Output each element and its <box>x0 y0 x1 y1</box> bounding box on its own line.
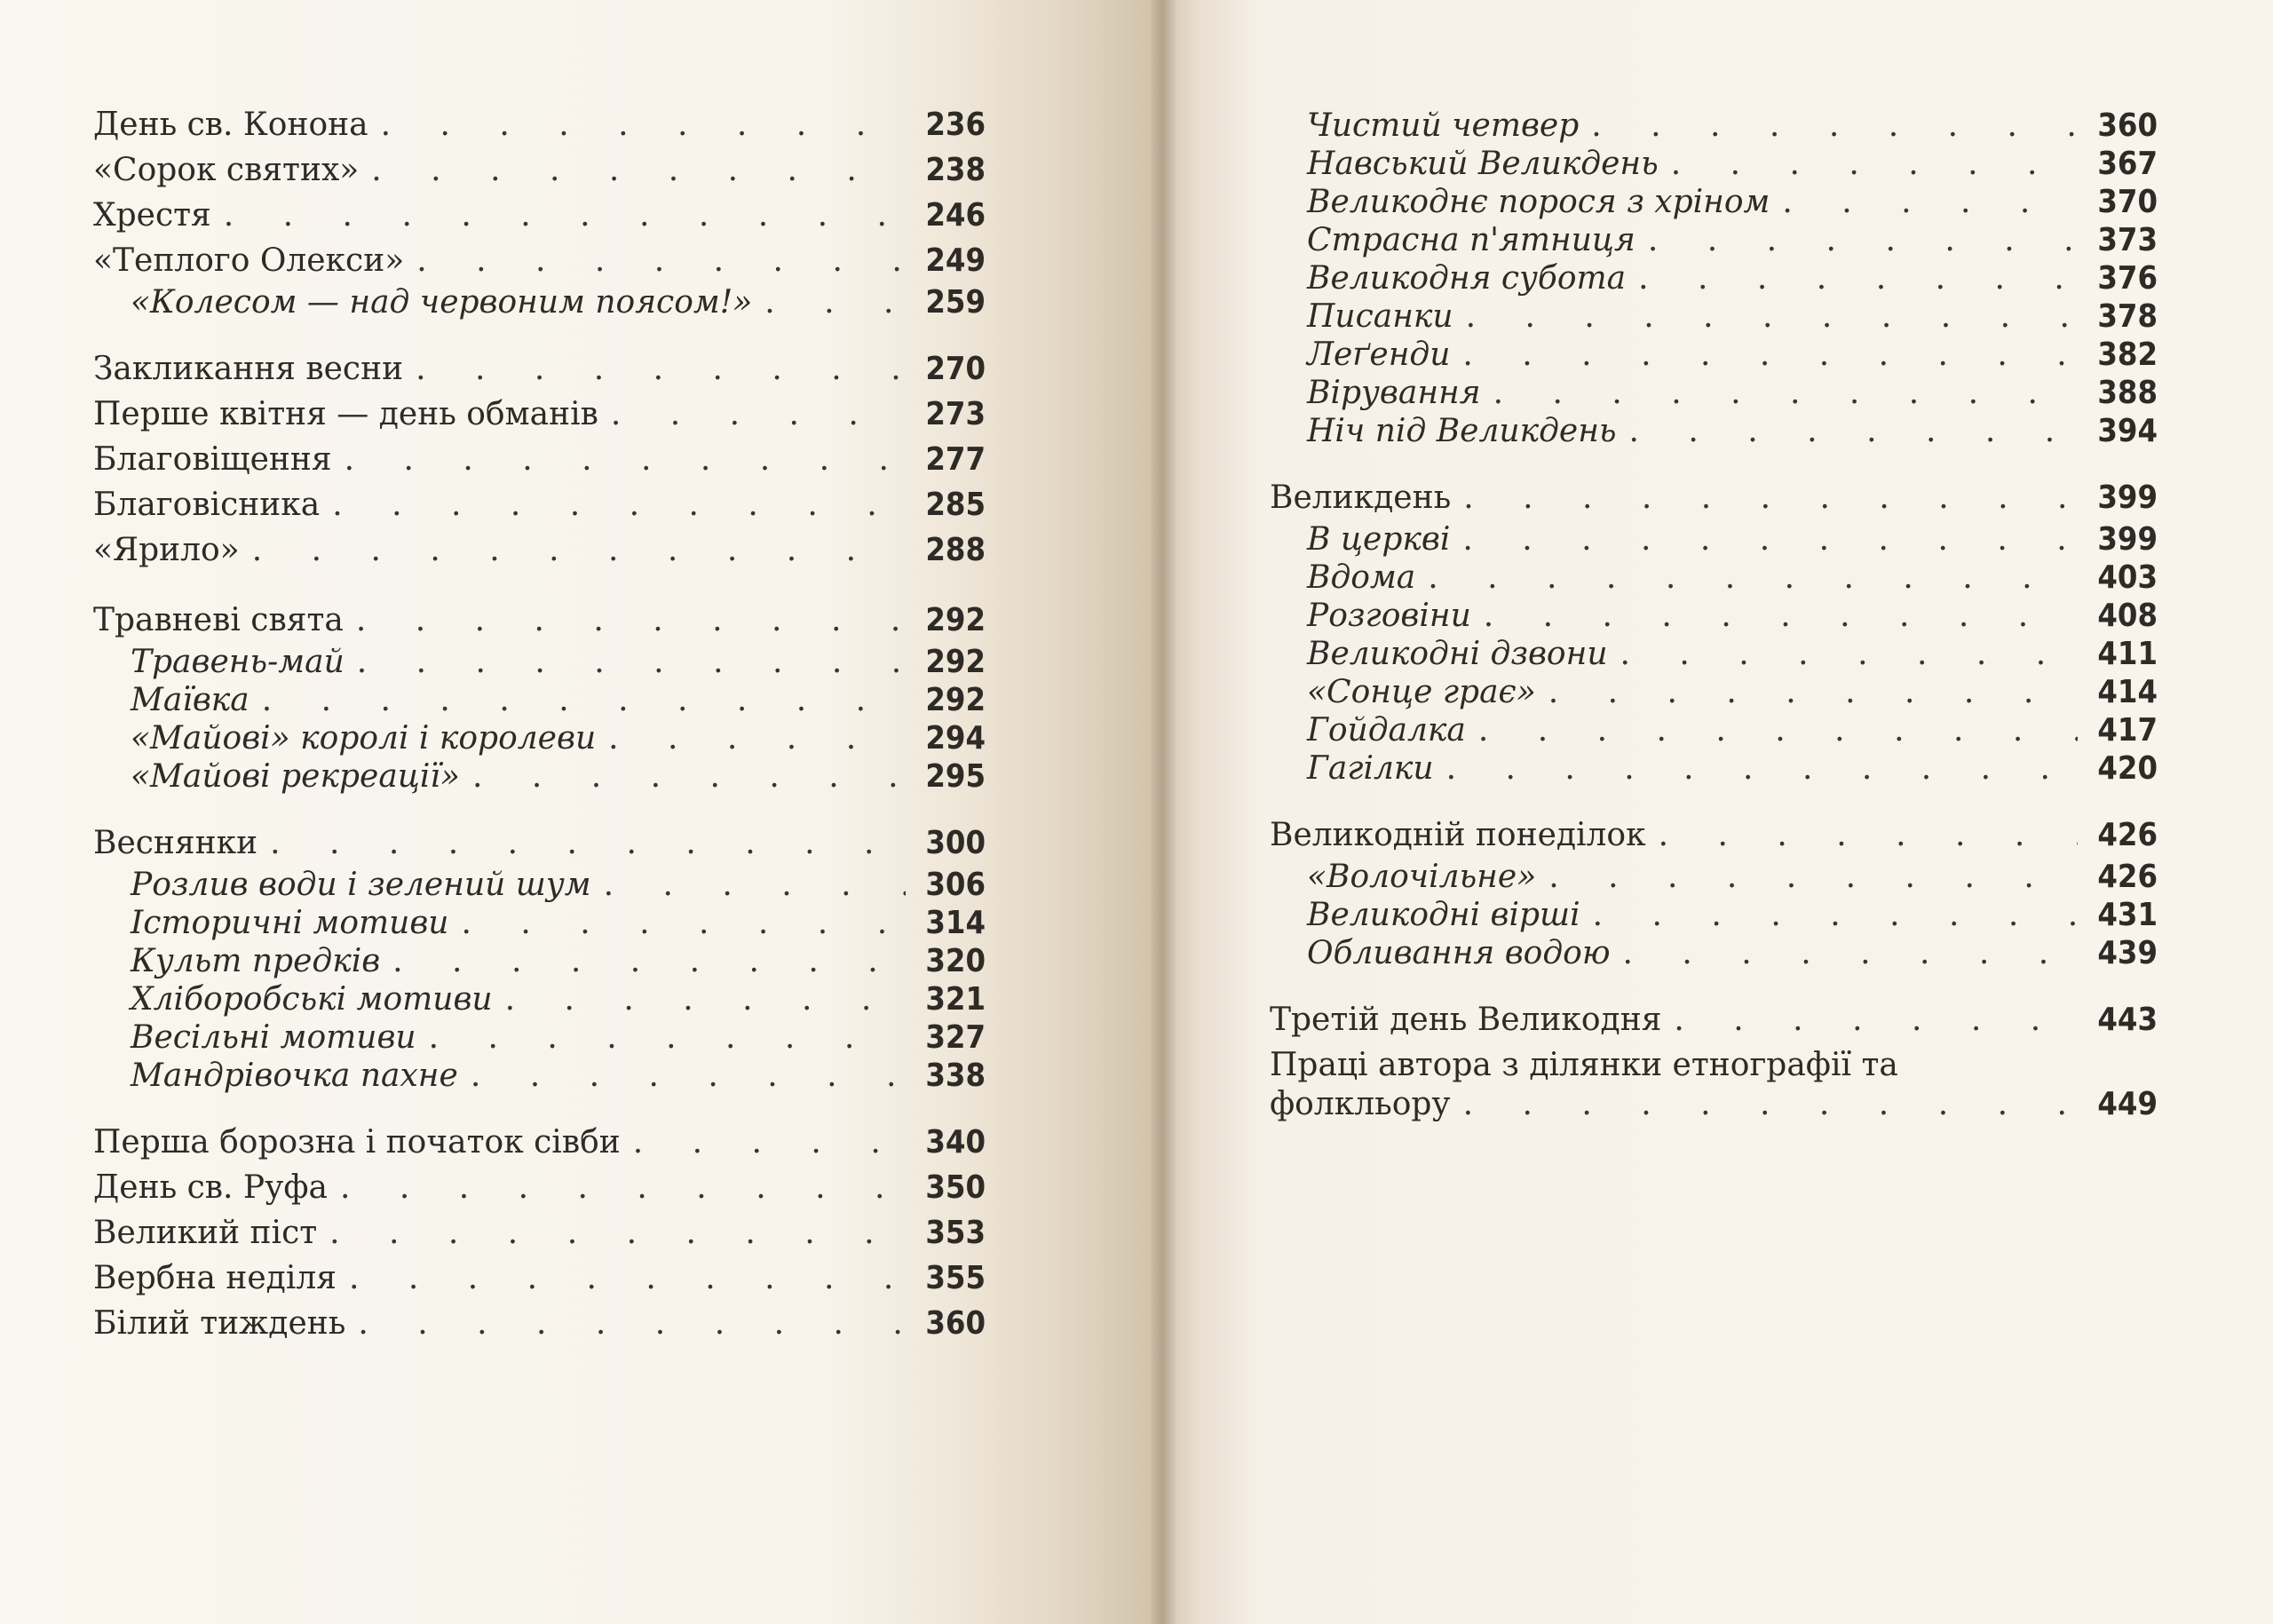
toc-left-list <box>93 102 986 1346</box>
toc-entry-title: Писанки <box>1307 298 1453 335</box>
toc-entry[interactable] <box>1270 145 2158 183</box>
toc-entry-title: Історичні мотиви <box>131 905 449 941</box>
toc-entry-title: Білий тиждень <box>93 1305 346 1342</box>
toc-entry-title-continued: фолкльору <box>1270 1086 1451 1122</box>
dot-leader <box>611 392 906 437</box>
toc-entry-title: Великодній понеділок <box>1270 817 1646 853</box>
dot-leader <box>1446 749 2078 788</box>
dot-leader <box>604 866 906 904</box>
toc-entry-title: День св. Руфа <box>93 1169 328 1206</box>
toc-entry[interactable] <box>1270 749 2158 788</box>
toc-entry-title: Травень-май <box>131 644 345 680</box>
toc-entry-title: Великдень <box>1270 479 1452 516</box>
toc-entry-title: Веснянки <box>93 825 258 861</box>
toc-entry-title: Благовіщення <box>93 441 332 478</box>
toc-entry-title: Навський Великдень <box>1307 146 1659 182</box>
toc-page-number: 355 <box>925 1260 986 1296</box>
toc-page-number: 408 <box>2097 598 2158 634</box>
toc-entry[interactable] <box>93 1301 986 1346</box>
toc-entry[interactable] <box>93 147 986 193</box>
toc-page-number: 399 <box>2097 479 2158 516</box>
dot-leader <box>356 598 906 643</box>
toc-entry-title: Великодні дзвони <box>1307 636 1608 672</box>
dot-leader <box>224 193 906 238</box>
toc-entry-title: Перша борозна і початок сівби <box>93 1124 621 1161</box>
dot-leader <box>1648 221 2078 259</box>
toc-page-number: 449 <box>2097 1086 2158 1122</box>
toc-entry-title: «Колесом — над червоним поясом!» <box>131 284 753 321</box>
toc-page-number: 426 <box>2097 817 2158 853</box>
toc-entry[interactable] <box>1270 183 2158 221</box>
toc-page-number: 314 <box>925 905 986 941</box>
toc-entry-title: «Майові рекреації» <box>131 758 460 795</box>
dot-leader <box>392 942 906 980</box>
toc-right-list <box>1270 107 2158 1124</box>
toc-page-number: 249 <box>925 242 986 279</box>
toc-entry[interactable] <box>1270 475 2158 520</box>
toc-entry-title: «Майові» королі і королеви <box>131 720 597 757</box>
toc-entry[interactable] <box>93 757 986 796</box>
toc-page-number: 292 <box>925 644 986 680</box>
toc-page-number: 238 <box>925 152 986 188</box>
toc-entry[interactable] <box>93 820 986 866</box>
toc-page-number: 431 <box>2097 897 2158 933</box>
toc-entry-title: Третій день Великодня <box>1270 1002 1662 1038</box>
toc-page-number: 394 <box>2097 413 2158 449</box>
dot-leader <box>1493 374 2078 412</box>
dot-leader <box>1620 635 2078 673</box>
toc-entry[interactable] <box>93 1120 986 1165</box>
toc-entry-title: Благовісника <box>93 487 321 523</box>
toc-page-number: 273 <box>925 396 986 432</box>
toc-entry-title: Ніч під Великдень <box>1307 413 1617 449</box>
toc-entry[interactable] <box>1270 297 2158 336</box>
dot-leader <box>381 102 906 147</box>
toc-page-number: 277 <box>925 441 986 478</box>
toc-entry[interactable] <box>1270 259 2158 297</box>
toc-page-number: 259 <box>925 284 986 321</box>
dot-leader <box>349 1256 906 1301</box>
dot-leader <box>461 904 906 942</box>
right-page <box>1163 0 2273 1624</box>
toc-entry[interactable] <box>93 1210 986 1256</box>
toc-entry[interactable] <box>93 193 986 238</box>
dot-leader <box>1591 107 2078 145</box>
toc-page-number: 426 <box>2097 859 2158 895</box>
dot-leader <box>1548 858 2078 896</box>
toc-entry-title: Великодня субота <box>1307 260 1627 297</box>
toc-entry[interactable] <box>93 482 986 527</box>
toc-entry-title: Вербна неділя <box>93 1260 337 1296</box>
toc-page-number: 382 <box>2097 337 2158 373</box>
toc-entry[interactable] <box>93 866 986 904</box>
dot-leader <box>1428 558 2078 597</box>
toc-page-number: 270 <box>925 351 986 387</box>
toc-page-number: 420 <box>2097 750 2158 787</box>
dot-leader <box>764 283 906 321</box>
dot-leader <box>1466 297 2078 336</box>
dot-leader <box>1462 336 2078 374</box>
toc-entry[interactable] <box>1270 412 2158 450</box>
book-gutter <box>1151 0 1176 1624</box>
toc-entry[interactable] <box>93 437 986 482</box>
toc-page-number: 378 <box>2097 298 2158 335</box>
toc-entry-title: «Волочільне» <box>1307 859 1537 895</box>
toc-entry-title: Страсна п'ятниця <box>1307 222 1635 258</box>
toc-entry-title: День св. Конона <box>93 107 368 143</box>
toc-page-number: 367 <box>2097 146 2158 182</box>
toc-entry-title: «Теплого Олекси» <box>93 242 405 279</box>
toc-page-number: 340 <box>925 1124 986 1161</box>
toc-page-number: 338 <box>925 1058 986 1094</box>
toc-entry-title: Закликання весни <box>93 351 404 387</box>
toc-entry[interactable] <box>93 1165 986 1210</box>
toc-page-number: 288 <box>925 532 986 568</box>
toc-entry[interactable] <box>1270 711 2158 749</box>
toc-page-number: 376 <box>2097 260 2158 297</box>
toc-entry-title: Культ предків <box>131 943 381 979</box>
toc-entry-title: Гойдалка <box>1307 712 1466 749</box>
dot-leader <box>1638 259 2078 297</box>
toc-entry[interactable] <box>93 1256 986 1301</box>
toc-page-number: 292 <box>925 602 986 638</box>
toc-entry[interactable] <box>1270 107 2158 145</box>
toc-entry[interactable] <box>93 102 986 147</box>
dot-leader <box>471 1057 906 1095</box>
toc-entry-title: Великий піст <box>93 1215 318 1251</box>
toc-entry-title: Розговіни <box>1307 598 1471 634</box>
toc-entry-title: Праці автора з ділянки етнографії та <box>1270 1047 1898 1083</box>
dot-leader <box>633 1120 906 1165</box>
toc-entry[interactable] <box>93 1018 986 1057</box>
toc-entry[interactable] <box>1270 374 2158 412</box>
toc-entry-title: Вдома <box>1307 559 1416 596</box>
toc-entry[interactable] <box>93 238 986 283</box>
toc-page-number: 443 <box>2097 1002 2158 1038</box>
toc-page-number: 417 <box>2097 712 2158 749</box>
dot-leader <box>608 719 906 757</box>
dot-leader <box>416 238 906 283</box>
dot-leader <box>1462 520 2078 558</box>
dot-leader <box>505 980 906 1018</box>
toc-entry[interactable] <box>1270 673 2158 711</box>
dot-leader <box>1623 934 2078 972</box>
toc-entry[interactable] <box>93 681 986 719</box>
dot-leader <box>270 820 906 866</box>
toc-entry[interactable] <box>93 346 986 392</box>
dot-leader <box>1674 997 2078 1042</box>
toc-page-number: 350 <box>925 1169 986 1206</box>
dot-leader <box>1463 475 2078 520</box>
toc-page-number: 246 <box>925 197 986 234</box>
toc-entry[interactable] <box>1270 221 2158 259</box>
toc-entry[interactable] <box>93 527 986 573</box>
toc-entry[interactable] <box>93 392 986 437</box>
toc-entry-title: Чистий четвер <box>1307 107 1580 144</box>
dot-leader <box>329 1210 906 1256</box>
toc-page-number: 292 <box>925 682 986 718</box>
toc-page-number: 327 <box>925 1019 986 1056</box>
toc-page-number: 411 <box>2097 636 2158 672</box>
toc-entry[interactable] <box>93 904 986 942</box>
dot-leader <box>1484 597 2078 635</box>
toc-entry-title: Мандрівочка пахне <box>131 1058 458 1094</box>
toc-entry-title: Хліборобські мотиви <box>131 981 493 1018</box>
toc-page-number: 360 <box>925 1305 986 1342</box>
dot-leader <box>1548 673 2078 711</box>
dot-leader <box>252 527 906 573</box>
toc-entry[interactable] <box>1270 336 2158 374</box>
toc-page-number: 439 <box>2097 935 2158 971</box>
toc-page-number: 373 <box>2097 222 2158 258</box>
toc-entry[interactable] <box>93 942 986 980</box>
toc-entry-title: Розлив води і зелений шум <box>131 867 591 903</box>
toc-entry[interactable] <box>1270 597 2158 635</box>
toc-entry-title: В церкві <box>1307 521 1451 558</box>
toc-entry[interactable] <box>93 643 986 681</box>
toc-page-number: 321 <box>925 981 986 1018</box>
toc-entry-title: Маївка <box>131 682 249 718</box>
toc-entry-title: Вірування <box>1307 375 1481 411</box>
dot-leader <box>371 147 906 193</box>
dot-leader <box>340 1165 906 1210</box>
toc-entry-title: «Сонце грає» <box>1307 674 1536 710</box>
toc-entry[interactable] <box>1270 896 2158 934</box>
toc-page-number: 414 <box>2097 674 2158 710</box>
toc-entry-title: Перше квітня — день обманів <box>93 396 598 432</box>
toc-entry[interactable] <box>1270 858 2158 896</box>
dot-leader <box>1629 412 2078 450</box>
toc-entry[interactable] <box>1270 520 2158 558</box>
toc-page-number: 295 <box>925 758 986 795</box>
dot-leader <box>472 757 906 796</box>
toc-entry[interactable] <box>93 980 986 1018</box>
toc-entry-title: Гагілки <box>1307 750 1434 787</box>
dot-leader <box>429 1018 906 1057</box>
dot-leader <box>262 681 906 719</box>
toc-entry-title: Великоднє порося з хріном <box>1307 184 1770 220</box>
toc-entry[interactable] <box>93 283 986 321</box>
toc-entry[interactable] <box>93 598 986 643</box>
toc-entry[interactable] <box>1270 997 2158 1042</box>
dot-leader <box>1478 711 2078 749</box>
toc-page-number: 353 <box>925 1215 986 1251</box>
toc-entry[interactable] <box>93 719 986 757</box>
toc-entry[interactable] <box>1270 558 2158 597</box>
toc-entry-title: «Ярило» <box>93 532 240 568</box>
toc-entry-title: Великодні вірші <box>1307 897 1580 933</box>
dot-leader <box>357 643 906 681</box>
toc-entry-title: Травневі свята <box>93 602 344 638</box>
toc-page-number: 320 <box>925 943 986 979</box>
toc-page-number: 399 <box>2097 521 2158 558</box>
dot-leader <box>416 346 906 392</box>
toc-page-number: 370 <box>2097 184 2158 220</box>
toc-entry-title: Леґенди <box>1307 337 1451 373</box>
dot-leader <box>345 437 906 482</box>
toc-page-number: 236 <box>925 107 986 143</box>
toc-page-number: 360 <box>2097 107 2158 144</box>
toc-entry[interactable] <box>1270 812 2158 858</box>
toc-page-number: 285 <box>925 487 986 523</box>
toc-page-number: 300 <box>925 825 986 861</box>
dot-leader <box>1671 145 2078 183</box>
toc-entry-title: Хрестя <box>93 197 211 234</box>
toc-entry[interactable] <box>93 1057 986 1095</box>
toc-entry-title: Обливання водою <box>1307 935 1611 971</box>
toc-page-number: 294 <box>925 720 986 757</box>
dot-leader <box>1463 1085 2078 1124</box>
toc-page-number: 306 <box>925 867 986 903</box>
dot-leader <box>1659 812 2078 858</box>
toc-entry[interactable] <box>1270 1046 2158 1124</box>
toc-entry[interactable] <box>1270 635 2158 673</box>
toc-page-number: 403 <box>2097 559 2158 596</box>
dot-leader <box>332 482 906 527</box>
toc-entry-title: «Сорок святих» <box>93 152 360 188</box>
toc-entry[interactable] <box>1270 934 2158 972</box>
toc-page-number: 388 <box>2097 375 2158 411</box>
dot-leader <box>1593 896 2078 934</box>
toc-entry-title: Весільні мотиви <box>131 1019 416 1056</box>
dot-leader <box>358 1301 906 1346</box>
dot-leader <box>1782 183 2078 221</box>
